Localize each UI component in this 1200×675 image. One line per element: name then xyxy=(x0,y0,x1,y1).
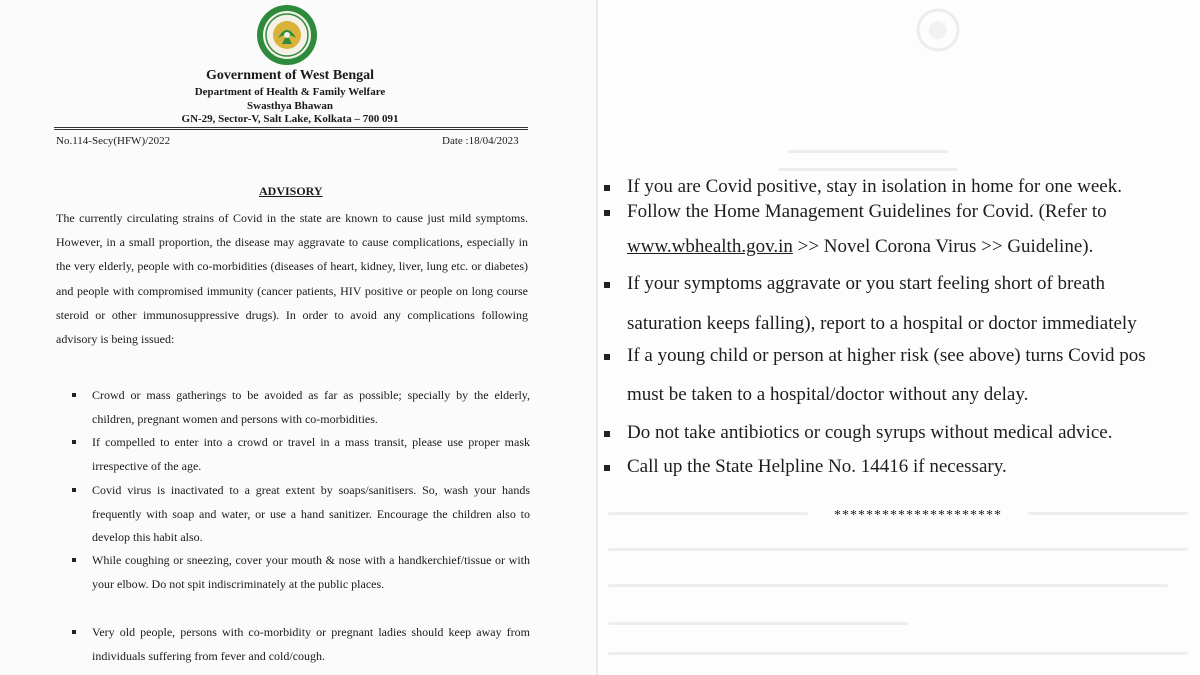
instruction-point xyxy=(604,273,1105,295)
wbhealth-link[interactable]: www.wbhealth.gov.in xyxy=(627,236,793,257)
advisory-point xyxy=(72,431,530,478)
show-through-line xyxy=(608,652,1188,655)
header-rule-top xyxy=(54,127,528,128)
show-through-line xyxy=(608,584,1168,587)
government-name: Government of West Bengal xyxy=(205,68,375,83)
instruction-text: Follow the Home Management Guidelines for Covid. (Refer to xyxy=(627,201,1107,222)
show-through-line xyxy=(608,512,808,515)
bullet-icon xyxy=(72,440,76,444)
west-bengal-emblem-icon xyxy=(256,4,318,66)
instruction-text: If your symptoms aggravate or you start feeling short of breath xyxy=(627,273,1106,294)
bullet-icon xyxy=(604,210,610,216)
instruction-continuation: saturation keeps falling), report to a hospital or doctor immediately xyxy=(627,313,1137,334)
instruction-point xyxy=(604,456,1007,478)
bullet-icon xyxy=(72,488,76,492)
bullet-icon xyxy=(72,393,76,397)
memo-date: Date :18/04/2023 xyxy=(442,135,519,147)
show-through-line xyxy=(778,168,958,171)
advisory-point-text: If compelled to enter into a crowd or travel in a mass transit, please use proper mask irrespective of the age. xyxy=(92,435,530,473)
bullet-icon xyxy=(72,558,76,562)
instruction-continuation xyxy=(627,236,1093,258)
department-name: Department of Health & Family Welfare xyxy=(194,86,386,98)
show-through-line xyxy=(608,622,908,625)
building-name: Swasthya Bhawan xyxy=(247,100,333,112)
faded-emblem-icon xyxy=(916,8,960,52)
instruction-text: >> Novel Corona Virus >> Guideline). xyxy=(797,236,1094,257)
bullet-icon xyxy=(72,630,76,634)
bullet-icon xyxy=(604,431,610,437)
advisory-point xyxy=(72,549,530,596)
instruction-point xyxy=(604,201,1107,223)
end-of-document-marker: ********************* xyxy=(834,508,1002,523)
memo-reference-number: No.114-Secy(HFW)/2022 xyxy=(56,135,171,147)
instruction-point xyxy=(604,422,1112,444)
advisory-point xyxy=(72,384,530,431)
advisory-point-text: Covid virus is inactivated to a great extent by soaps/sanitisers. So, wash your hands frequently with soap and water, or use a hand sanitizer. Encourage the children also to develop this habit also. xyxy=(92,483,530,544)
advisory-point xyxy=(72,479,530,550)
advisory-point xyxy=(72,621,530,668)
advisory-title: ADVISORY xyxy=(259,184,323,198)
instruction-text: If you are Covid positive, stay in isolation in home for one week. xyxy=(627,176,1122,197)
office-address: GN-29, Sector-V, Salt Lake, Kolkata – 700 091 xyxy=(181,113,399,125)
advisory-point-text: While coughing or sneezing, cover your mouth & nose with a handkerchief/tissue or with your elbow. Do not spit indiscriminately at the public places. xyxy=(92,553,530,591)
advisory-page-1 xyxy=(0,0,596,675)
show-through-line xyxy=(608,548,1188,551)
header-rule-bottom xyxy=(54,129,528,130)
instruction-continuation: must be taken to a hospital/doctor without any delay. xyxy=(627,384,1029,405)
advisory-intro-paragraph: The currently circulating strains of Covid in the state are known to cause just mild symptoms. However, in a small proportion, the disease may aggravate to cause complications, especially in the very elderly, people with co-morbidities (diseases of heart, kidney, liver, lung etc. or diabetes) and people with compromised immunity (cancer patients, HIV positive or people on long course steroid or other immunosuppressive drugs). In order to avoid any complications following advisory is being issued: xyxy=(56,211,528,347)
show-through-line xyxy=(788,150,948,153)
bullet-icon xyxy=(604,185,610,191)
instruction-point xyxy=(604,176,1122,198)
bullet-icon xyxy=(604,354,610,360)
instruction-point xyxy=(604,345,1146,367)
bullet-icon xyxy=(604,465,610,471)
bullet-icon xyxy=(604,282,610,288)
instruction-text: Call up the State Helpline No. 14416 if necessary. xyxy=(627,456,1007,477)
show-through-line xyxy=(1028,512,1188,515)
instruction-text: Do not take antibiotics or cough syrups without medical advice. xyxy=(627,422,1113,443)
instruction-text: If a young child or person at higher risk (see above) turns Covid pos xyxy=(627,345,1146,366)
advisory-page-2 xyxy=(598,0,1200,675)
advisory-point-text: Crowd or mass gatherings to be avoided as far as possible; specially by the elderly, children, pregnant women and persons with co-morbidities. xyxy=(92,388,530,426)
advisory-point-text: Very old people, persons with co-morbidity or pregnant ladies should keep away from individuals suffering from fever and cold/cough. xyxy=(92,625,530,663)
